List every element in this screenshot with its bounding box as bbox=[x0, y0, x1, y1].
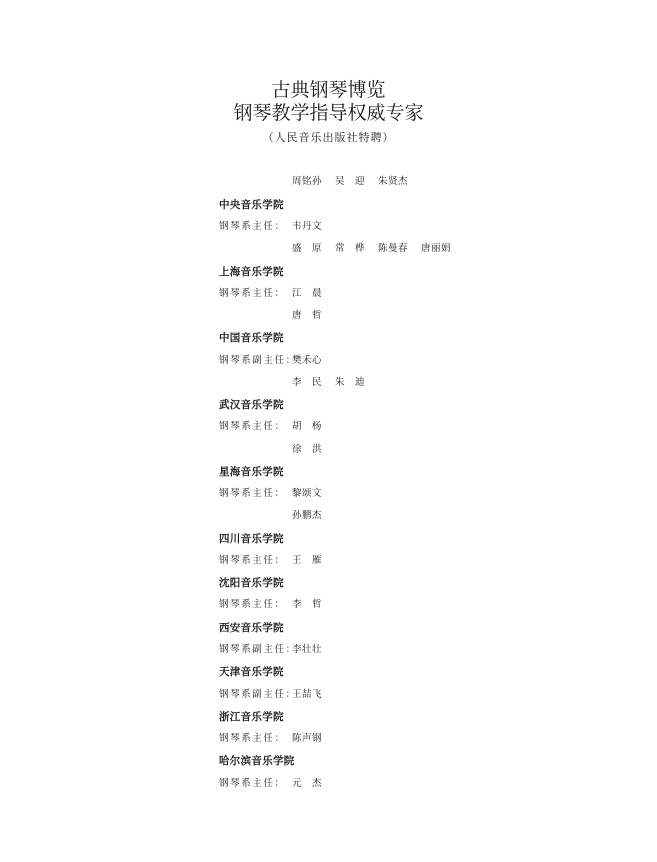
head-name: 李 哲 bbox=[292, 599, 323, 610]
head-name: 樊禾心 bbox=[292, 355, 323, 366]
member-name: 唐丽娟 bbox=[421, 243, 452, 254]
school-heading bbox=[0, 662, 657, 682]
school-head-row bbox=[0, 417, 657, 437]
school-name: 中国音乐学院 bbox=[219, 332, 284, 344]
school-name: 四川音乐学院 bbox=[219, 533, 284, 545]
school-head-row bbox=[0, 284, 657, 304]
school-members-row bbox=[0, 440, 657, 460]
leaders-row bbox=[0, 172, 657, 192]
role-label: 钢琴系副主任： bbox=[219, 644, 297, 655]
head-name: 黎颂文 bbox=[292, 488, 323, 499]
school-members-row bbox=[0, 306, 657, 326]
head-name: 王喆飞 bbox=[292, 689, 323, 700]
school-members-row bbox=[0, 239, 657, 259]
member-name: 朱 迪 bbox=[335, 377, 366, 388]
school-head-row bbox=[0, 685, 657, 705]
member-name: 盛 原 bbox=[292, 243, 323, 254]
school-name: 武汉音乐学院 bbox=[219, 399, 284, 411]
role-label: 钢琴系副主任： bbox=[219, 355, 297, 366]
document-title: 古典钢琴博览 bbox=[271, 79, 386, 101]
school-name: 上海音乐学院 bbox=[219, 266, 284, 278]
leaders-list bbox=[292, 172, 421, 192]
school-name: 西安音乐学院 bbox=[219, 622, 284, 634]
school-heading bbox=[0, 529, 657, 549]
school-name: 哈尔滨音乐学院 bbox=[219, 755, 295, 767]
school-heading bbox=[0, 328, 657, 348]
school-name: 星海音乐学院 bbox=[219, 466, 284, 478]
role-label: 钢琴系主任： bbox=[219, 288, 286, 299]
leader-name: 朱贤杰 bbox=[378, 176, 409, 187]
member-name: 李 民 bbox=[292, 377, 323, 388]
member-name: 常 桦 bbox=[335, 243, 366, 254]
document-subtitle: 钢琴教学指导权威专家 bbox=[233, 102, 424, 124]
school-heading bbox=[0, 195, 657, 215]
school-heading bbox=[0, 707, 657, 727]
school-head-row bbox=[0, 595, 657, 615]
role-label: 钢琴系主任： bbox=[219, 488, 286, 499]
head-name: 李壮壮 bbox=[292, 644, 323, 655]
role-label: 钢琴系副主任： bbox=[219, 689, 297, 700]
school-members-row bbox=[0, 373, 657, 393]
publisher-note: （人民音乐出版社特聘） bbox=[262, 131, 395, 144]
head-name: 王 雁 bbox=[292, 555, 323, 566]
role-label: 钢琴系主任： bbox=[219, 555, 286, 566]
school-head-row bbox=[0, 484, 657, 504]
school-heading bbox=[0, 462, 657, 482]
school-name: 沈阳音乐学院 bbox=[219, 577, 284, 589]
school-heading bbox=[0, 751, 657, 771]
school-head-row bbox=[0, 640, 657, 660]
school-head-row bbox=[0, 729, 657, 749]
school-head-row bbox=[0, 551, 657, 571]
role-label: 钢琴系主任： bbox=[219, 599, 286, 610]
role-label: 钢琴系主任： bbox=[219, 421, 286, 432]
head-name: 江 晨 bbox=[292, 288, 323, 299]
school-heading bbox=[0, 618, 657, 638]
school-name: 中央音乐学院 bbox=[219, 199, 284, 211]
member-name: 陈曼春 bbox=[378, 243, 409, 254]
member-name: 唐 哲 bbox=[292, 310, 323, 321]
head-name: 胡 杨 bbox=[292, 421, 323, 432]
school-head-row bbox=[0, 351, 657, 371]
school-heading bbox=[0, 262, 657, 282]
school-heading bbox=[0, 573, 657, 593]
head-name: 元 杰 bbox=[292, 778, 323, 789]
school-head-row bbox=[0, 217, 657, 237]
school-name: 浙江音乐学院 bbox=[219, 711, 284, 723]
role-label: 钢琴系主任： bbox=[219, 221, 286, 232]
member-name: 徐 洪 bbox=[292, 444, 323, 455]
school-heading bbox=[0, 395, 657, 415]
school-members-row bbox=[0, 506, 657, 526]
head-name: 韦丹文 bbox=[292, 221, 323, 232]
school-name: 天津音乐学院 bbox=[219, 666, 284, 678]
leader-name: 周铭孙 bbox=[292, 176, 323, 187]
role-label: 钢琴系主任： bbox=[219, 778, 286, 789]
member-name: 孙鹏杰 bbox=[292, 510, 323, 521]
head-name: 陈声钢 bbox=[292, 733, 323, 744]
leader-name: 吴 迎 bbox=[335, 176, 366, 187]
school-head-row bbox=[0, 774, 657, 794]
role-label: 钢琴系主任： bbox=[219, 733, 286, 744]
